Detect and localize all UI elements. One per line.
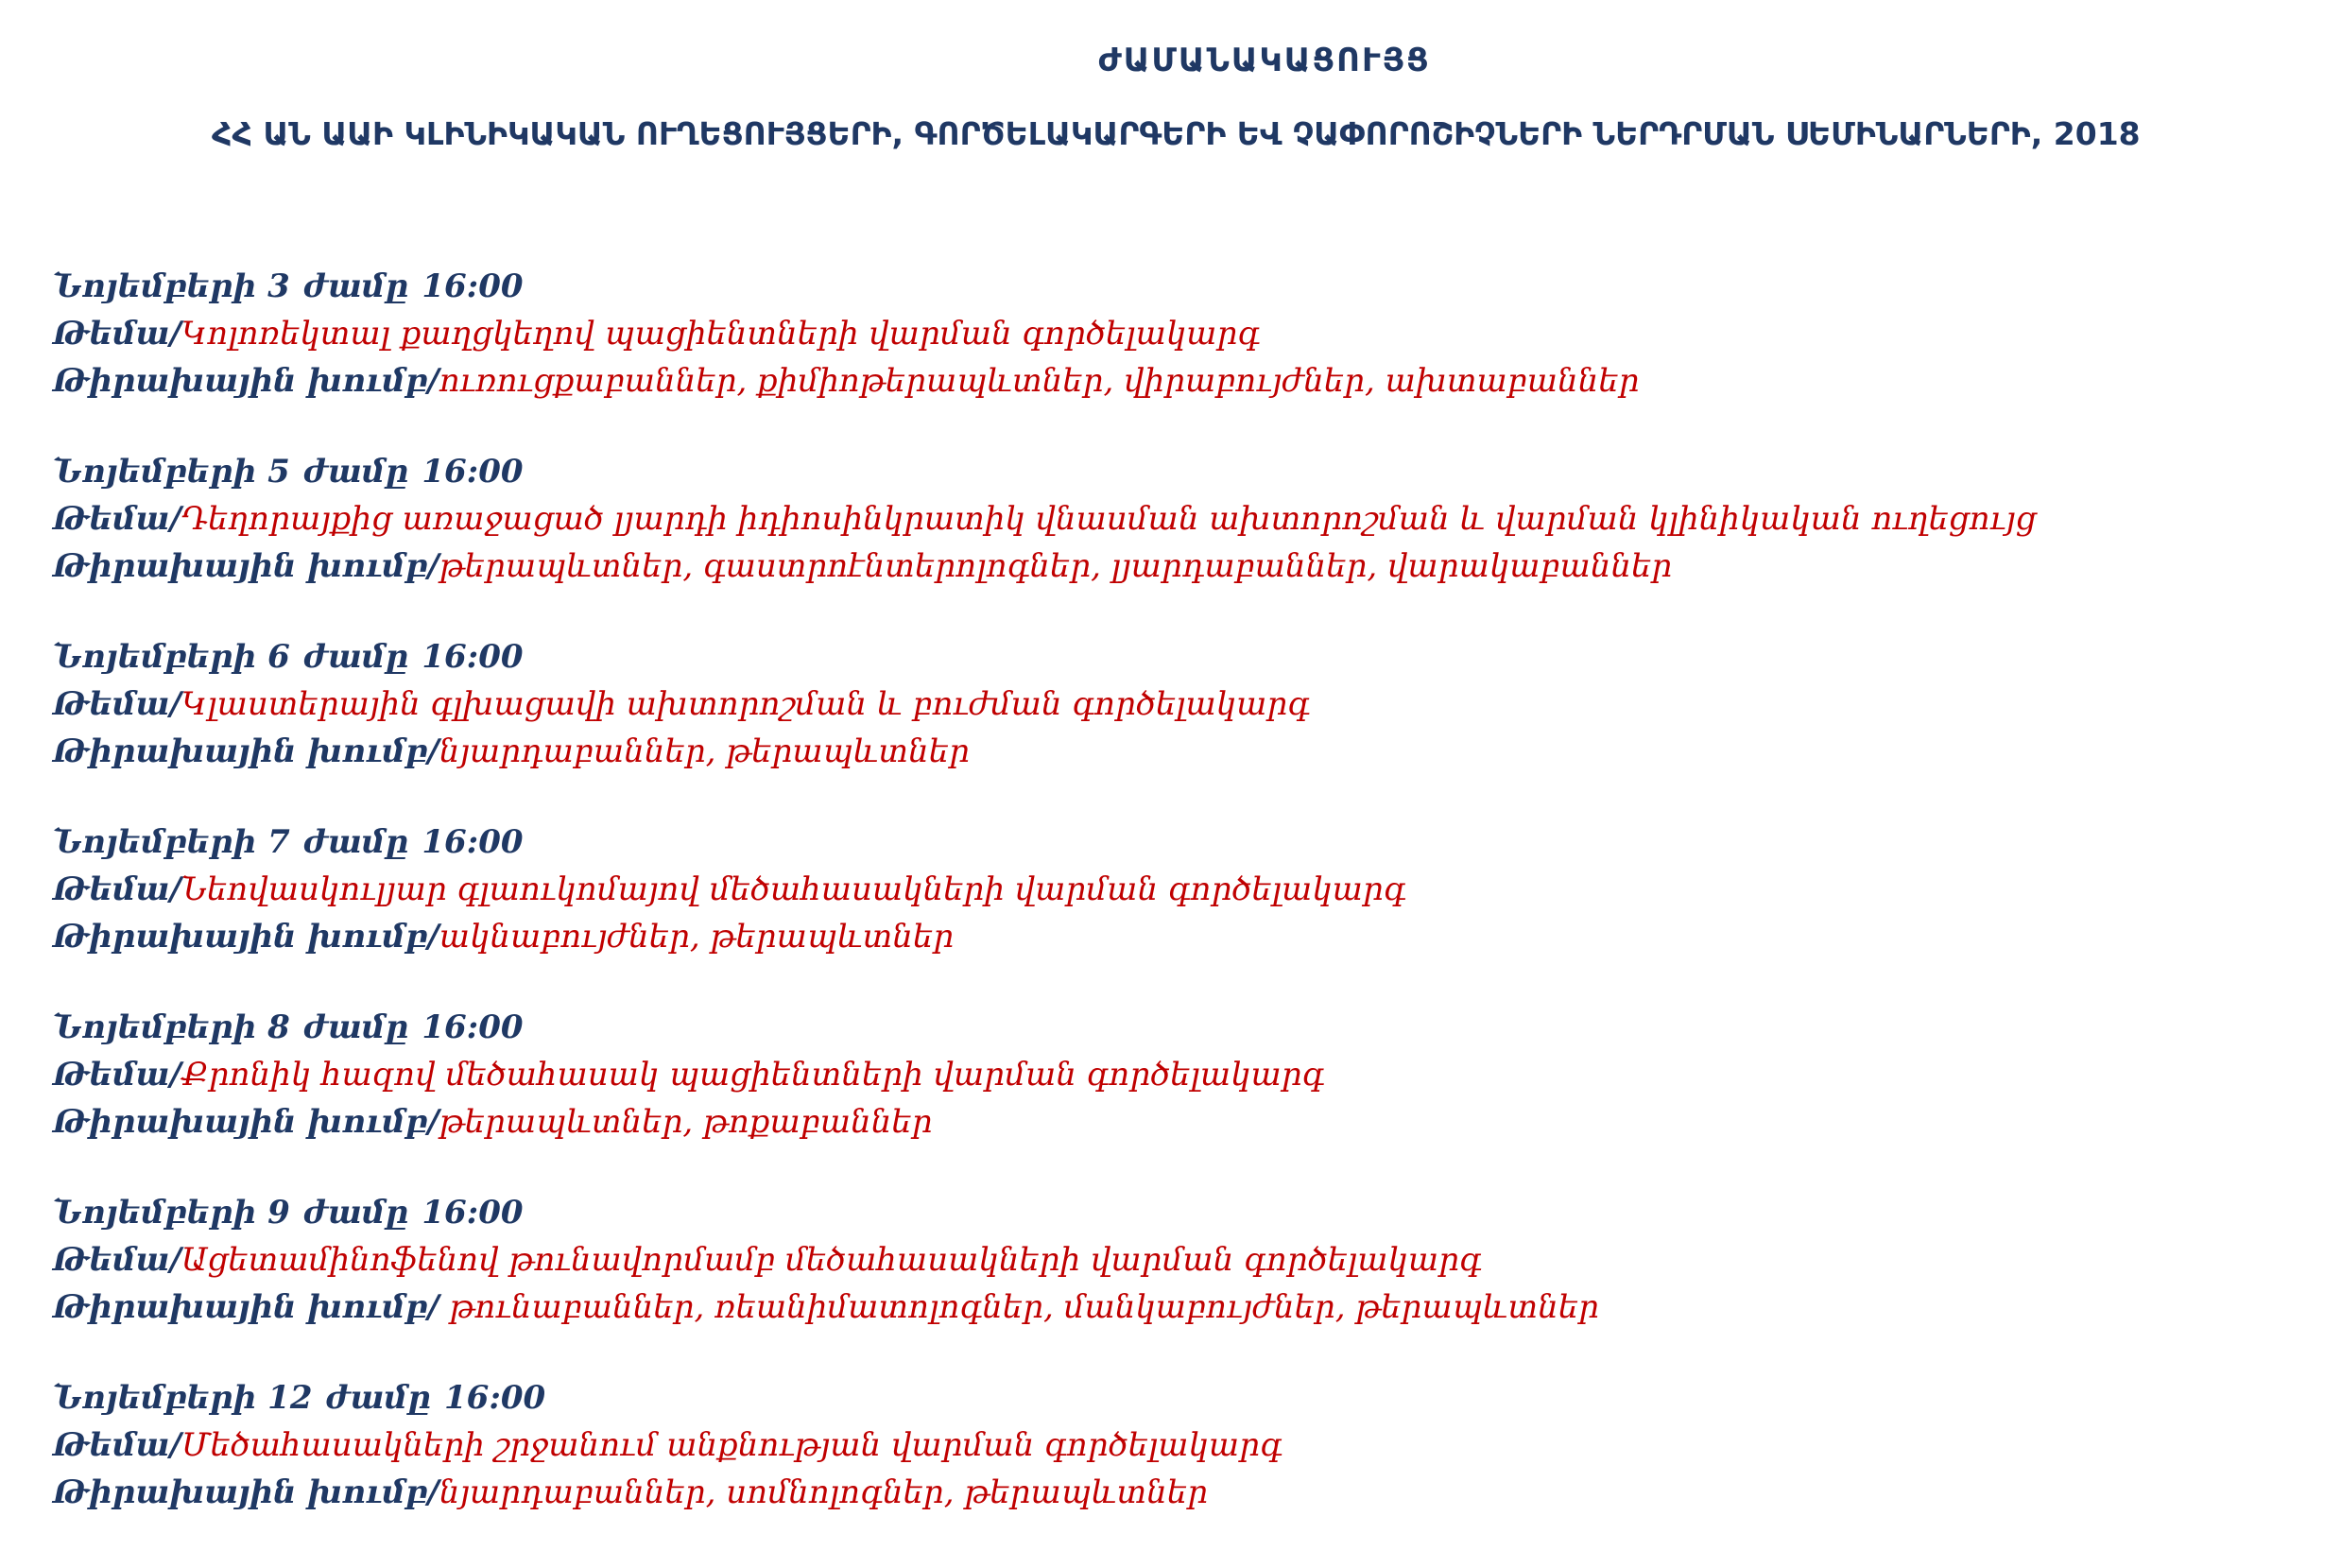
audience-text: թերապևտներ, թոքաբաններ xyxy=(439,1103,933,1141)
entry-time-label: ժամը xyxy=(302,1194,409,1232)
entry-audience-line xyxy=(53,1284,2302,1331)
entry-date: Նոյեմբերի 5 xyxy=(53,453,290,491)
entry-time: 16:00 xyxy=(444,1379,546,1417)
topic-text: Մեծահասակների շրջանում անքնության վարման գործելակարգ xyxy=(181,1426,1282,1464)
audience-label: Թիրախային խումբ/ xyxy=(53,547,439,585)
audience-text: թունաբաններ, ռեանիմատոլոգներ, մանկաբույժներ, թերապևտներ xyxy=(439,1288,1599,1326)
schedule-entry xyxy=(53,818,2302,1004)
topic-label: Թեմա/ xyxy=(53,500,181,538)
topic-label: Թեմա/ xyxy=(53,685,181,723)
entry-time: 16:00 xyxy=(422,453,524,491)
entry-date-line xyxy=(53,448,2302,495)
entry-topic-line xyxy=(53,1051,2302,1098)
audience-label: Թիրախային խումբ/ xyxy=(53,1473,439,1511)
entry-topic-line xyxy=(53,866,2302,913)
schedule-entry xyxy=(53,263,2302,448)
audience-text: նյարդաբաններ, սոմնոլոգներ, թերապևտներ xyxy=(439,1473,1208,1511)
audience-label: Թիրախային խումբ/ xyxy=(53,1103,439,1141)
entry-date-line xyxy=(53,263,2302,310)
entry-time: 16:00 xyxy=(422,1008,524,1046)
topic-label: Թեմա/ xyxy=(53,1241,181,1279)
entry-date-line xyxy=(53,1374,2302,1422)
audience-text: ակնաբույժներ, թերապևտներ xyxy=(439,918,955,956)
entry-date: Նոյեմբերի 6 xyxy=(53,638,290,676)
entry-time: 16:00 xyxy=(422,267,524,305)
document-subtitle: ՀՀ ԱՆ ԱԱԻ ԿԼԻՆԻԿԱԿԱՆ ՈՒՂԵՑՈՒՅՑԵՐԻ, ԳՈՐԾԵԼԱԿԱՐԳԵՐԻ ԵՎ ՉԱՓՈՐՈՇԻՉՆԵՐԻ ՆԵՐԴՐՄԱՆ ՍԵՄԻՆԱՐՆԵՐԻ, 2018 xyxy=(212,115,2141,152)
entry-audience-line xyxy=(53,1469,2302,1516)
entry-time: 16:00 xyxy=(422,638,524,676)
topic-text: Քրոնիկ հազով մեծահասակ պացիենտների վարման գործելակարգ xyxy=(181,1056,1325,1094)
audience-label: Թիրախային խումբ/ xyxy=(53,732,439,770)
topic-text: Դեղորայքից առաջացած լյարդի իդիոսինկրատիկ վնասման ախտորոշման և վարման կլինիկական ուղեցույց xyxy=(181,500,2037,538)
entry-date-line xyxy=(53,1189,2302,1236)
audience-label: Թիրախային խումբ/ xyxy=(53,1288,439,1326)
entry-topic-line xyxy=(53,310,2302,357)
entry-audience-line xyxy=(53,543,2302,590)
audience-text: նյարդաբաններ, թերապևտներ xyxy=(439,732,970,770)
topic-text: Կոլոռեկտալ քաղցկեղով պացիենտների վարման գործելակարգ xyxy=(181,315,1260,353)
topic-text: Նեովասկուլյար գլաուկոմայով մեծահասակների վարման գործելակարգ xyxy=(181,870,1406,908)
entry-time: 16:00 xyxy=(422,823,524,861)
schedule-entry xyxy=(53,1004,2302,1189)
topic-text: Ացետամինոֆենով թունավորմամբ մեծահասակների վարման գործելակարգ xyxy=(181,1241,1482,1279)
topic-label: Թեմա/ xyxy=(53,1056,181,1094)
entry-date: Նոյեմբերի 12 xyxy=(53,1379,313,1417)
entry-time-label: ժամը xyxy=(302,267,409,305)
entry-date: Նոյեմբերի 9 xyxy=(53,1194,290,1232)
schedule-entry xyxy=(53,633,2302,818)
entry-topic-line xyxy=(53,1236,2302,1284)
entry-audience-line xyxy=(53,357,2302,405)
audience-label: Թիրախային խումբ/ xyxy=(53,918,439,956)
topic-text: Կլաստերային գլխացավի ախտորոշման և բուժման գործելակարգ xyxy=(181,685,1310,723)
entry-date-line xyxy=(53,818,2302,866)
entry-date-line xyxy=(53,633,2302,681)
entry-time-label: ժամը xyxy=(302,453,409,491)
seminar-schedule xyxy=(53,263,2302,1559)
entry-topic-line xyxy=(53,681,2302,728)
schedule-entry xyxy=(53,448,2302,633)
schedule-entry xyxy=(53,1189,2302,1374)
entry-date: Նոյեմբերի 8 xyxy=(53,1008,290,1046)
entry-audience-line xyxy=(53,1098,2302,1146)
audience-text: թերապևտներ, գաստրոէնտերոլոգներ, լյարդաբաններ, վարակաբաններ xyxy=(439,547,1673,585)
entry-time: 16:00 xyxy=(422,1194,524,1232)
entry-time-label: ժամը xyxy=(302,1008,409,1046)
entry-topic-line xyxy=(53,495,2302,543)
entry-audience-line xyxy=(53,913,2302,960)
schedule-entry xyxy=(53,1374,2302,1559)
entry-time-label: ժամը xyxy=(325,1379,431,1417)
topic-label: Թեմա/ xyxy=(53,315,181,353)
entry-time-label: ժամը xyxy=(302,638,409,676)
entry-topic-line xyxy=(53,1422,2302,1469)
entry-time-label: ժամը xyxy=(302,823,409,861)
document-title: ԺԱՄԱՆԱԿԱՑՈՒՅՑ xyxy=(1098,42,1431,79)
audience-label: Թիրախային խումբ/ xyxy=(53,362,439,400)
topic-label: Թեմա/ xyxy=(53,1426,181,1464)
entry-date-line xyxy=(53,1004,2302,1051)
entry-audience-line xyxy=(53,728,2302,775)
topic-label: Թեմա/ xyxy=(53,870,181,908)
entry-date: Նոյեմբերի 7 xyxy=(53,823,290,861)
entry-date: Նոյեմբերի 3 xyxy=(53,267,290,305)
audience-text: ուռուցքաբաններ, քիմիոթերապևտներ, վիրաբույժներ, ախտաբաններ xyxy=(439,362,1640,400)
